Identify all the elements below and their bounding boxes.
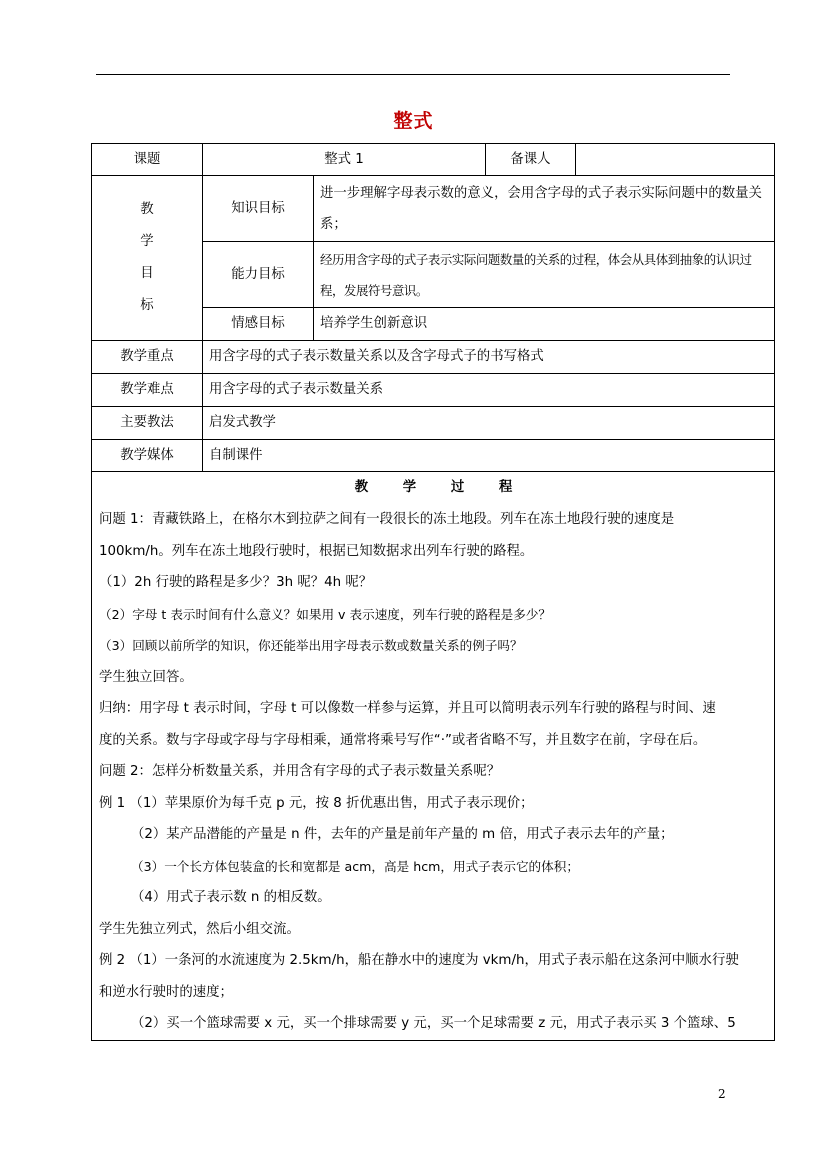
info-value-difficulty: 用含字母的式子表示数量关系 xyxy=(203,374,775,407)
process-line: 100km/h。列车在冻土地段行驶时，根据已知数据求出列车行驶的路程。 xyxy=(99,543,534,559)
info-label-method: 主要教法 xyxy=(92,407,203,440)
process-line: 例 1 （1）苹果原价为每千克 p 元，按 8 折优惠出售，用式子表示现价； xyxy=(99,795,534,811)
header-rule xyxy=(96,74,730,75)
info-row-focus xyxy=(92,341,775,374)
info-label-difficulty: 教学难点 xyxy=(92,374,203,407)
process-line: 归纳：用字母 t 表示时间，字母 t 可以像数一样参与运算，并且可以简明表示列车行驶的路程与时间、速 xyxy=(99,701,716,716)
objective-label-emotion: 情感目标 xyxy=(203,308,314,341)
process-heading: 教 学 过 程 xyxy=(354,480,513,495)
objectives-label: 教 学 目 标 xyxy=(92,176,203,341)
info-value-focus: 用含字母的式子表示数量关系以及含字母式子的书写格式 xyxy=(203,341,775,374)
preparer-label: 备课人 xyxy=(486,144,576,176)
process-line: 学生独立回答。 xyxy=(99,669,193,685)
objective-label-knowledge: 知识目标 xyxy=(203,176,314,242)
process-line: 和逆水行驶时的速度； xyxy=(99,984,233,1000)
process-line: （4）用式子表示数 n 的相反数。 xyxy=(131,890,331,905)
process-line: （3）回顾以前所学的知识，你还能举出用字母表示数或数量关系的例子吗？ xyxy=(99,638,523,653)
process-line: 问题 1：青藏铁路上，在格尔木到拉萨之间有一段很长的冻土地段。列车在冻土地段行驶的速度是 xyxy=(99,512,675,527)
objective-content-emotion: 培养学生创新意识 xyxy=(314,308,775,341)
objective-label-ability: 能力目标 xyxy=(203,242,314,308)
process-line: 例 2 （1）一条河的水流速度为 2.5km/h，船在静水中的速度为 vkm/h，用式子表示船在这条河中顺水行驶 xyxy=(99,953,739,968)
objective-row-knowledge xyxy=(92,176,775,242)
process-line: 度的关系。数与字母或字母与字母相乘，通常将乘号写作“·”或者省略不写，并且数字在前，字母在后。 xyxy=(99,732,707,748)
process-line: 学生先独立列式，然后小组交流。 xyxy=(99,921,300,937)
process-row xyxy=(92,472,775,1041)
info-row-media xyxy=(92,440,775,472)
objective-content-ability: 经历用含字母的式子表示实际问题数量的关系的过程，体会从具体到抽象的认识过程，发展符号意识。 xyxy=(314,242,775,308)
info-value-method: 启发式教学 xyxy=(203,407,775,440)
info-row-method xyxy=(92,407,775,440)
page-number: 2 xyxy=(718,1087,726,1101)
topic-value: 整式 1 xyxy=(203,144,486,176)
info-row-difficulty xyxy=(92,374,775,407)
topic-label: 课题 xyxy=(92,144,203,176)
process-line: 问题 2：怎样分析数量关系，并用含有字母的式子表示数量关系呢？ xyxy=(99,764,501,779)
info-label-media: 教学媒体 xyxy=(92,440,203,472)
process-line: （3）一个长方体包装盒的长和宽都是 acm，高是 hcm，用式子表示它的体积； xyxy=(131,858,579,874)
process-line: （2）某产品潜能的产量是 n 件，去年的产量是前年产量的 m 倍，用式子表示去年的产量； xyxy=(131,827,674,842)
process-line: （2）买一个篮球需要 x 元，买一个排球需要 y 元，买一个足球需要 z 元，用式子表示买 3 个篮球、5 xyxy=(131,1016,736,1031)
topic-row xyxy=(92,144,775,176)
process-line: （2）字母 t 表示时间有什么意义？如果用 v 表示速度，列车行驶的路程是多少？ xyxy=(99,606,552,622)
process-section xyxy=(92,472,775,1041)
objective-content-knowledge: 进一步理解字母表示数的意义，会用含字母的式子表示实际问题中的数量关系； xyxy=(314,176,775,242)
info-label-focus: 教学重点 xyxy=(92,341,203,374)
lesson-plan-table xyxy=(91,143,775,1041)
info-value-media: 自制课件 xyxy=(203,440,775,472)
document-title: 整式 xyxy=(393,110,434,132)
preparer-value xyxy=(576,144,775,176)
process-line: （1）2h 行驶的路程是多少？3h 呢？4h 呢？ xyxy=(99,575,373,590)
